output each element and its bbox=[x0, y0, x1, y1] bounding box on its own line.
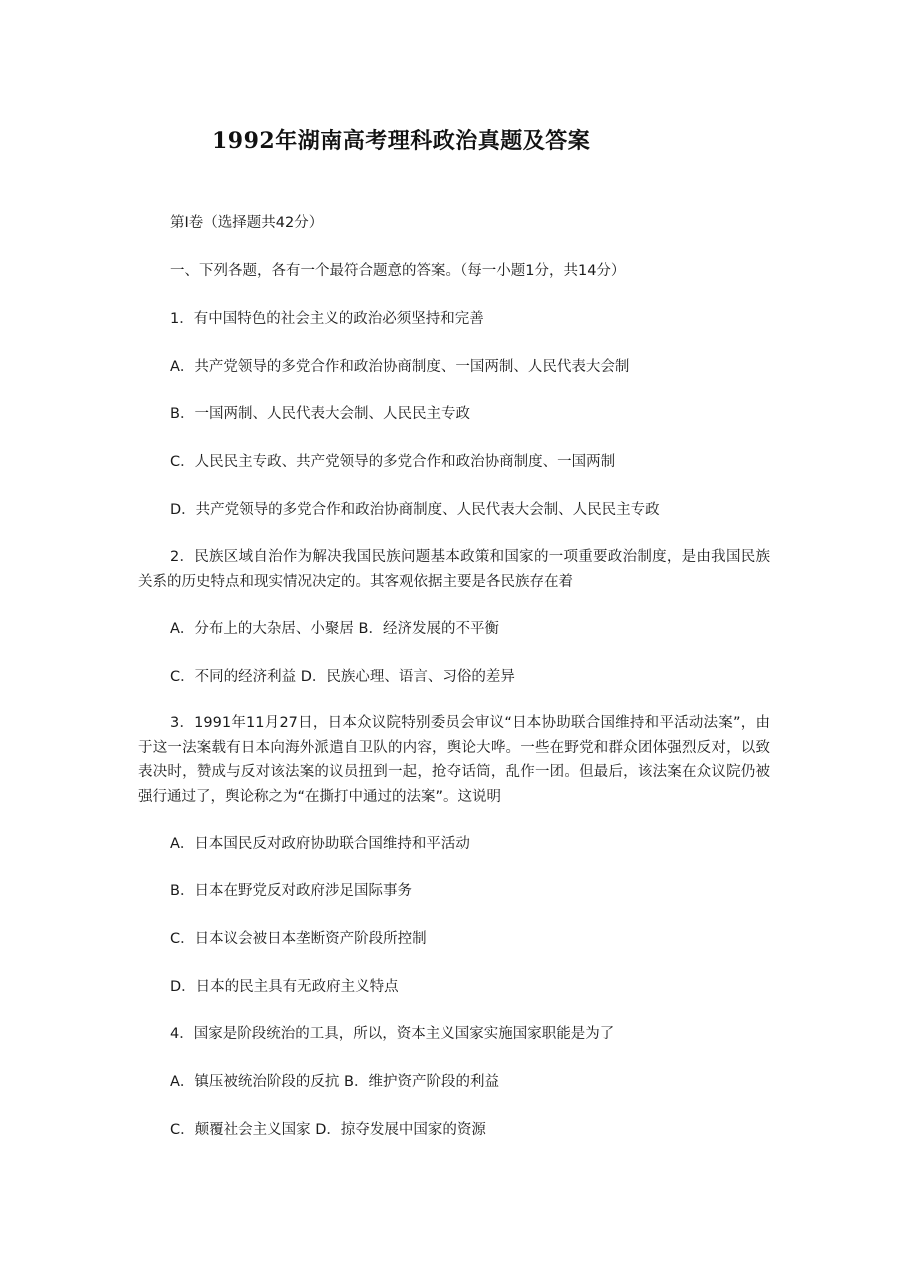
question-3-option-c: C．日本议会被日本垄断资产阶段所控制 bbox=[170, 931, 427, 947]
question-2-options-cd: C．不同的经济利益 D．民族心理、语言、习俗的差异 bbox=[170, 669, 515, 685]
question-3-option-a: A．日本国民反对政府协助联合国维持和平活动 bbox=[170, 836, 470, 852]
question-1-option-d: D．共产党领导的多党合作和政治协商制度、人民代表大会制、人民民主专政 bbox=[170, 502, 660, 518]
question-1-stem: 1．有中国特色的社会主义的政治必须坚持和完善 bbox=[170, 311, 484, 327]
question-2-options-ab: A．分布上的大杂居、小聚居 B．经济发展的不平衡 bbox=[170, 621, 499, 637]
section-heading: 第I卷（选择题共42分） bbox=[170, 215, 324, 231]
question-4-stem: 4．国家是阶段统治的工具，所以，资本主义国家实施国家职能是为了 bbox=[170, 1026, 615, 1042]
document-title: 1992年湖南高考理科政治真题及答案 bbox=[212, 128, 591, 154]
question-4-options-cd: C．颠覆社会主义国家 D．掠夺发展中国家的资源 bbox=[170, 1122, 486, 1138]
question-2-stem: 2．民族区域自治作为解决我国民族问题基本政策和国家的一项重要政治制度，是由我国民族关系的历史特点和现实情况决定的。其客观依据主要是各民族存在着 bbox=[138, 549, 770, 590]
question-3-option-b: B．日本在野党反对政府涉足国际事务 bbox=[170, 883, 412, 899]
question-1-option-a: A．共产党领导的多党合作和政治协商制度、一国两制、人民代表大会制 bbox=[170, 359, 630, 375]
question-1-option-b: B．一国两制、人民代表大会制、人民民主专政 bbox=[170, 406, 470, 422]
question-4-options-ab: A．镇压被统治阶段的反抗 B．维护资产阶段的利益 bbox=[170, 1074, 499, 1090]
question-3-stem: 3．1991年11月27日，日本众议院特别委员会审议“日本协助联合国维持和平活动法案”，由于这一法案载有日本向海外派遣自卫队的内容，舆论大哗。一些在野党和群众团体强烈反对，以致表决时，赞成与反对该法案的议员扭到一起，抢夺话筒，乱作一团。但最后，该法案在众议院仍被强行通过了，舆论称之为“在撕打中通过的法案”。这说明 bbox=[138, 715, 770, 805]
part-instructions: 一、下列各题，各有一个最符合题意的答案。（每一小题1分，共14分） bbox=[170, 263, 626, 279]
question-1-option-c: C．人民民主专政、共产党领导的多党合作和政治协商制度、一国两制 bbox=[170, 454, 616, 470]
question-3-option-d: D．日本的民主具有无政府主义特点 bbox=[170, 979, 399, 995]
